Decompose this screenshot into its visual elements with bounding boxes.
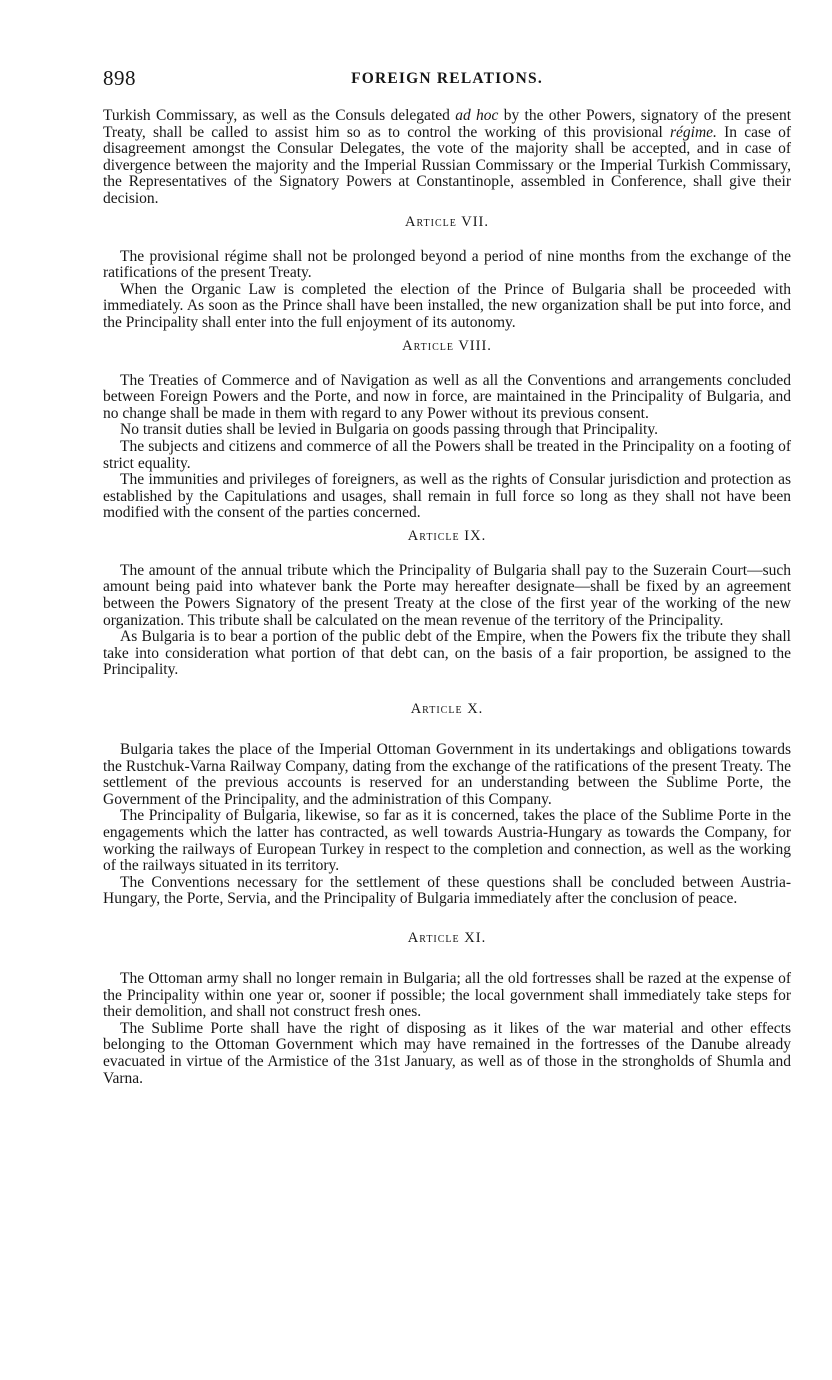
running-title: FOREIGN RELATIONS. xyxy=(351,70,543,87)
document-page xyxy=(103,66,791,1087)
article-heading-ix: Article IX. xyxy=(407,527,487,544)
page-header xyxy=(103,66,791,96)
article-paragraph: The Conventions necessary for the settlement of these questions shall be concluded between Austria-Hungary, the Porte, Servia, and the Principality of Bulgaria immediately after the conclusion of peace. xyxy=(103,873,791,908)
article-heading-x: Article X. xyxy=(410,701,484,718)
article-paragraph: The provisional régime shall not be prolonged beyond a period of nine months from the exchange of the ratifications of the present Treaty. xyxy=(103,247,791,282)
intro-text-2: by the other Powers, signatory of the present Treaty, shall be called to assist him so as to control the working of this provisional xyxy=(103,107,791,141)
intro-italic-adhoc: ad hoc xyxy=(455,107,499,124)
article-paragraph: The Principality of Bulgaria, likewise, so far as it is concerned, takes the place of the Sublime Porte in the engagements which the latter has contracted, as well towards Austria-Hungary as towards the Company, for working the railways of European Turkey in respect to the completion and connection, as well as the working of the railways situated in its territory. xyxy=(103,807,791,875)
intro-text-3: In case of disagreement amongst the Consular Delegates, the vote of the majority shall be accepted, and in case of divergence between the majority and the Imperial Russian Commissary or the Imperial Turkish Commissary, the Representatives of the Signatory Powers at Constantinople, assembled in Conference, shall give their decision. xyxy=(103,123,792,207)
article-paragraph: No transit duties shall be levied in Bulgaria on goods passing through that Principality. xyxy=(120,421,658,439)
article-heading-viii: Article VIII. xyxy=(402,337,492,354)
intro-italic-regime: régime. xyxy=(669,123,717,141)
article-paragraph: Bulgaria takes the place of the Imperial Ottoman Government in its undertakings and obligations towards the Rustchuk-Varna Railway Company, dating from the exchange of the ratifications of the present Treaty. The settlement of the previous accounts is reserved for an understanding between the Sublime Porte, the Government of the Principality, and the administration of this Company. xyxy=(103,741,791,808)
article-paragraph: The Ottoman army shall no longer remain in Bulgaria; all the old fortresses shall be razed at the expense of the Principality within one year or, sooner if possible; the local government shall immediately take steps for their demolition, and shall not construct fresh ones. xyxy=(103,969,791,1021)
article-ix-body xyxy=(103,563,791,679)
article-heading-xi: Article XI. xyxy=(407,929,487,946)
article-viii-body xyxy=(103,373,791,522)
article-heading-vii: Article VII. xyxy=(405,213,489,230)
intro-text-1: Turkish Commissary, as well as the Consuls delegated xyxy=(103,107,456,124)
page-number: 898 xyxy=(103,66,136,90)
article-paragraph: The subjects and citizens and commerce of all the Powers shall be treated in the Principality on a footing of strict equality. xyxy=(103,437,791,472)
intro-paragraph xyxy=(103,108,791,208)
article-paragraph: The Sublime Porte shall have the right of disposing as it likes of the war material and other effects belonging to the Ottoman Government which may have remained in the fortresses of the Danube already evacuated in virtue of the Armistice of the 31st January, as well as of those in the strongholds of Shumla and Varna. xyxy=(103,1019,791,1087)
article-paragraph: The Treaties of Commerce and of Navigation as well as all the Conventions and arrangements concluded between Foreign Powers and the Porte, and now in force, are maintained in the Principality of Bulgaria, and no change shall be made in them with regard to any Power without its previous consent. xyxy=(103,371,791,422)
article-xi-body xyxy=(103,971,791,1087)
intro-section xyxy=(103,108,791,208)
article-paragraph: The amount of the annual tribute which the Principality of Bulgaria shall pay to the Suzerain Court—such amount being paid into whatever bank the Porte may hereafter designate—shall be fixed by an agreement between the Powers Signatory of the present Treaty at the close of the first year of the working of the new organization. This tribute shall be calculated on the mean revenue of the territory of the Principality. xyxy=(103,561,791,629)
article-vii-body xyxy=(103,249,791,332)
article-x-body xyxy=(103,742,791,908)
article-paragraph: The immunities and privileges of foreigners, as well as the rights of Consular jurisdiction and protection as established by the Capitulations and usages, shall remain in full force so long as they shall not have been modified with the consent of the parties concerned. xyxy=(103,471,791,522)
article-paragraph: As Bulgaria is to bear a portion of the public debt of the Empire, when the Powers fix the tribute they shall take into consideration what portion of that debt can, on the basis of a fair proportion, be assigned to the Principality. xyxy=(103,628,791,679)
article-paragraph: When the Organic Law is completed the election of the Prince of Bulgaria shall be proceeded with immediately. As soon as the Prince shall have been installed, the new organization shall be put into force, and the Principality shall enter into the full enjoyment of its autonomy. xyxy=(103,280,791,331)
